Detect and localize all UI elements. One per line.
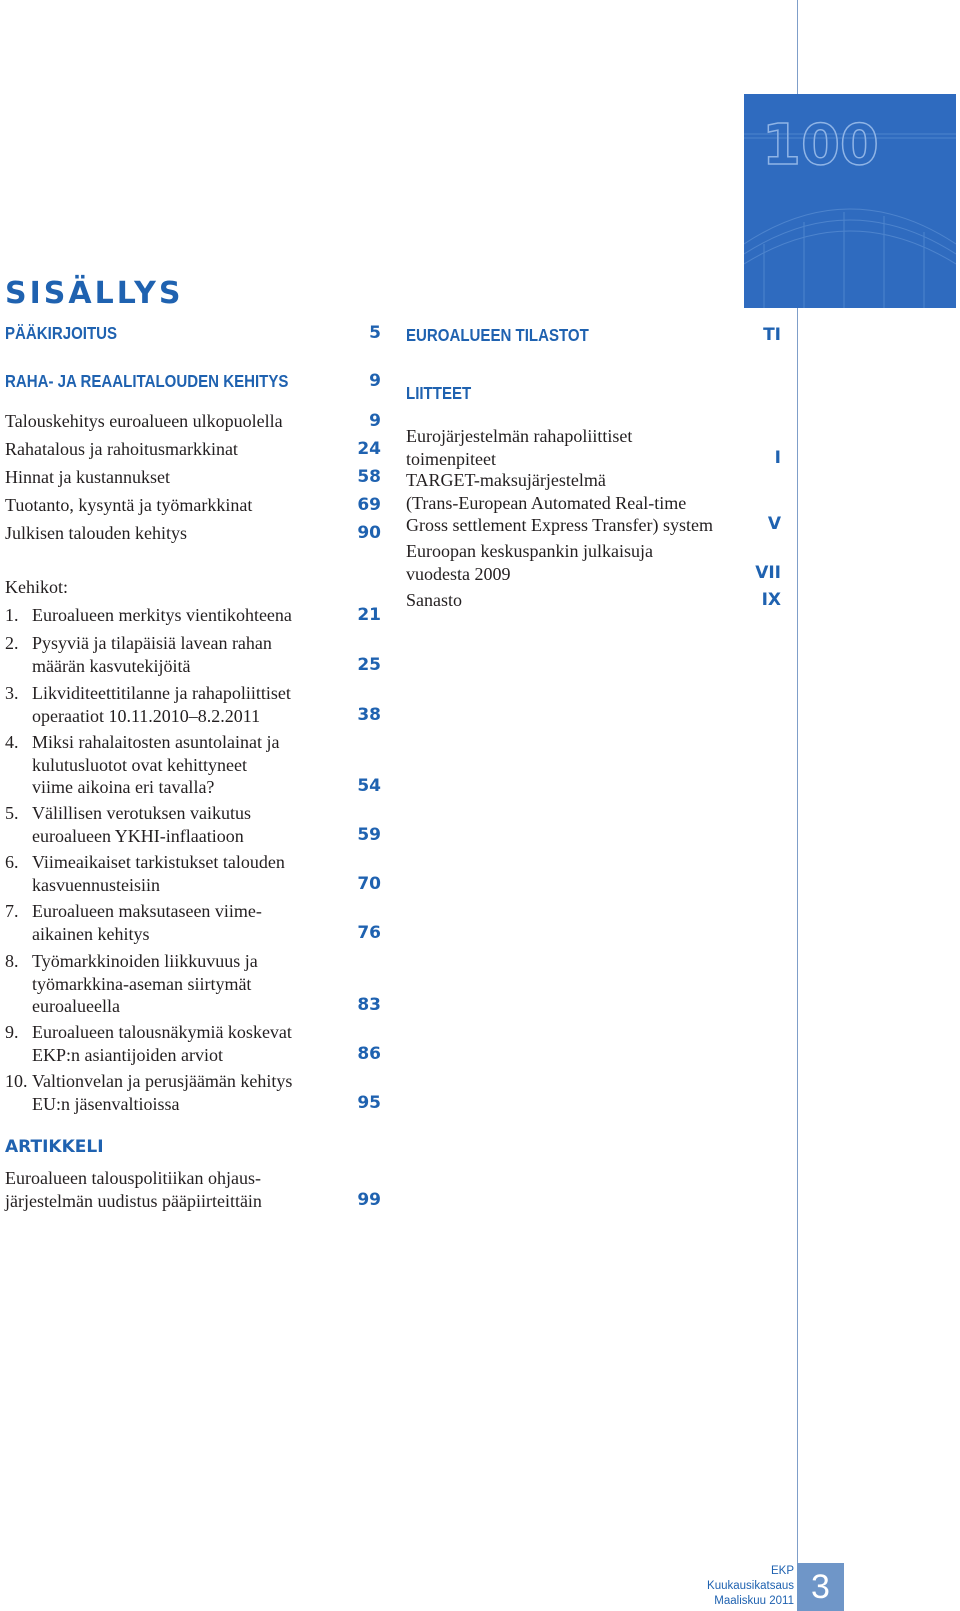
- item-number: 1.: [5, 605, 19, 625]
- item-line: Välillisen verotuksen vaikutus: [32, 803, 251, 823]
- page-number: 99: [357, 1190, 381, 1210]
- box-item-10[interactable]: [5, 1070, 292, 1115]
- box-item-6[interactable]: [5, 851, 285, 896]
- item-line: Sanasto: [406, 590, 462, 610]
- toc-item[interactable]: Rahatalous ja rahoitusmarkkinat: [5, 439, 238, 459]
- box-item-5[interactable]: [5, 802, 251, 847]
- item-line: järjestelmän uudistus pääpiirteittäin: [5, 1190, 262, 1211]
- page-number: 9: [369, 371, 381, 391]
- item-line: euroalueen YKHI-inflaatioon: [32, 825, 244, 846]
- appendix-item[interactable]: [406, 589, 462, 612]
- item-number: 5.: [5, 803, 19, 823]
- item-line: EKP:n asiantijoiden arviot: [32, 1044, 223, 1065]
- item-number: 10.: [5, 1071, 28, 1091]
- page-number: 21: [357, 605, 381, 625]
- box-item-7[interactable]: [5, 900, 262, 945]
- page-number: VII: [755, 563, 781, 583]
- item-line: Euroalueen talousnäkymiä koskevat: [32, 1022, 292, 1042]
- page-number: 54: [357, 776, 381, 796]
- page-number: TI: [763, 325, 781, 345]
- item-line: kulutusluotot ovat kehittyneet: [32, 754, 247, 775]
- item-line: euroalueella: [32, 996, 120, 1016]
- item-line: Gross settlement Express Transfer) system: [406, 515, 713, 535]
- toc-right-column: [406, 0, 781, 1611]
- page-number: 83: [357, 995, 381, 1015]
- appendix-item[interactable]: [406, 540, 653, 585]
- page-number: IX: [761, 590, 781, 610]
- item-line: (Trans-European Automated Real-time: [406, 492, 687, 513]
- section-tilastot[interactable]: EUROALUEEN TILASTOT: [406, 325, 589, 345]
- item-line: toimenpiteet: [406, 448, 496, 469]
- banknote-denomination: 100: [762, 113, 879, 178]
- box-item-2[interactable]: [5, 632, 272, 677]
- item-line: Viimeaikaiset tarkistukset talouden: [32, 852, 285, 872]
- item-line: Valtionvelan ja perusjäämän kehitys: [32, 1071, 293, 1091]
- page-number: 5: [369, 323, 381, 343]
- footer-publication: [707, 1564, 794, 1609]
- item-line: Miksi rahalaitosten asuntolainat ja: [32, 732, 280, 752]
- article-item[interactable]: [5, 1167, 262, 1212]
- item-line: työmarkkina-aseman siirtymät: [32, 973, 252, 994]
- page-number: 95: [357, 1093, 381, 1113]
- item-line: operaatiot 10.11.2010–8.2.2011: [32, 705, 261, 726]
- section-raha[interactable]: RAHA- JA REAALITALOUDEN KEHITYS: [5, 371, 289, 391]
- item-line: aikainen kehitys: [32, 923, 150, 944]
- item-line: Likviditeettitilanne ja rahapoliittiset: [32, 683, 291, 703]
- toc-item[interactable]: Tuotanto, kysyntä ja työmarkkinat: [5, 495, 253, 515]
- page-number: 69: [357, 495, 381, 515]
- page-number: V: [767, 514, 781, 534]
- item-number: 7.: [5, 901, 19, 921]
- page-number: 25: [357, 655, 381, 675]
- page-number: 86: [357, 1044, 381, 1064]
- page-number-footer: 3: [811, 1568, 830, 1606]
- box-item-8[interactable]: [5, 950, 258, 1018]
- item-line: Euroopan keskuspankin julkaisuja: [406, 541, 653, 561]
- item-line: TARGET-maksujärjestelmä: [406, 470, 606, 490]
- box-item-1[interactable]: [5, 604, 292, 627]
- page-number: 38: [357, 705, 381, 725]
- toc-item[interactable]: Talouskehitys euroalueen ulkopuolella: [5, 411, 283, 431]
- box-item-9[interactable]: [5, 1021, 292, 1066]
- footer-line: EKP: [770, 1565, 794, 1577]
- page-number: 59: [357, 825, 381, 845]
- page-number: 9: [369, 411, 381, 431]
- item-line: Euroalueen talouspolitiikan ohjaus-: [5, 1168, 261, 1188]
- item-line: Pysyviä ja tilapäisiä lavean rahan: [32, 633, 272, 653]
- item-line: viime aikoina eri tavalla?: [32, 777, 215, 797]
- page-number-box: [797, 1563, 844, 1611]
- item-number: 8.: [5, 951, 19, 971]
- section-artikkeli[interactable]: ARTIKKELI: [5, 1137, 104, 1157]
- appendix-item[interactable]: [406, 425, 632, 470]
- item-line: vuodesta 2009: [406, 563, 511, 584]
- kehikot-label: Kehikot:: [5, 577, 68, 597]
- item-number: 9.: [5, 1022, 19, 1042]
- item-line: EU:n jäsenvaltioissa: [32, 1093, 180, 1114]
- toc-left-column: [5, 0, 381, 1611]
- item-line: Euroalueen merkitys vientikohteena: [32, 605, 292, 625]
- item-line: kasvuennusteisiin: [32, 874, 160, 895]
- item-line: Työmarkkinoiden liikkuvuus ja: [32, 951, 258, 971]
- item-line: määrän kasvutekijöitä: [32, 655, 191, 676]
- section-liitteet[interactable]: LIITTEET: [406, 383, 472, 403]
- toc-item[interactable]: Hinnat ja kustannukset: [5, 467, 170, 487]
- page-number: 90: [357, 523, 381, 543]
- footer-line: Maaliskuu 2011: [714, 1595, 794, 1607]
- item-line: Eurojärjestelmän rahapoliittiset: [406, 426, 633, 446]
- item-number: 3.: [5, 683, 19, 703]
- item-number: 6.: [5, 852, 19, 872]
- item-number: 2.: [5, 633, 19, 653]
- footer-line: Kuukausikatsaus: [707, 1580, 794, 1592]
- item-line: Euroalueen maksutaseen viime-: [32, 901, 262, 921]
- item-number: 4.: [5, 732, 19, 752]
- box-item-4[interactable]: [5, 731, 279, 799]
- page-number: 70: [357, 874, 381, 894]
- appendix-item[interactable]: [406, 469, 713, 537]
- page-number: I: [774, 448, 781, 468]
- page-title: SISÄLLYS: [5, 276, 184, 311]
- page-number: 76: [357, 923, 381, 943]
- page-number: 58: [357, 467, 381, 487]
- section-paakirjoitus[interactable]: PÄÄKIRJOITUS: [5, 323, 118, 343]
- toc-item[interactable]: Julkisen talouden kehitys: [5, 523, 187, 543]
- box-item-3[interactable]: [5, 682, 291, 727]
- page-number: 24: [357, 439, 381, 459]
